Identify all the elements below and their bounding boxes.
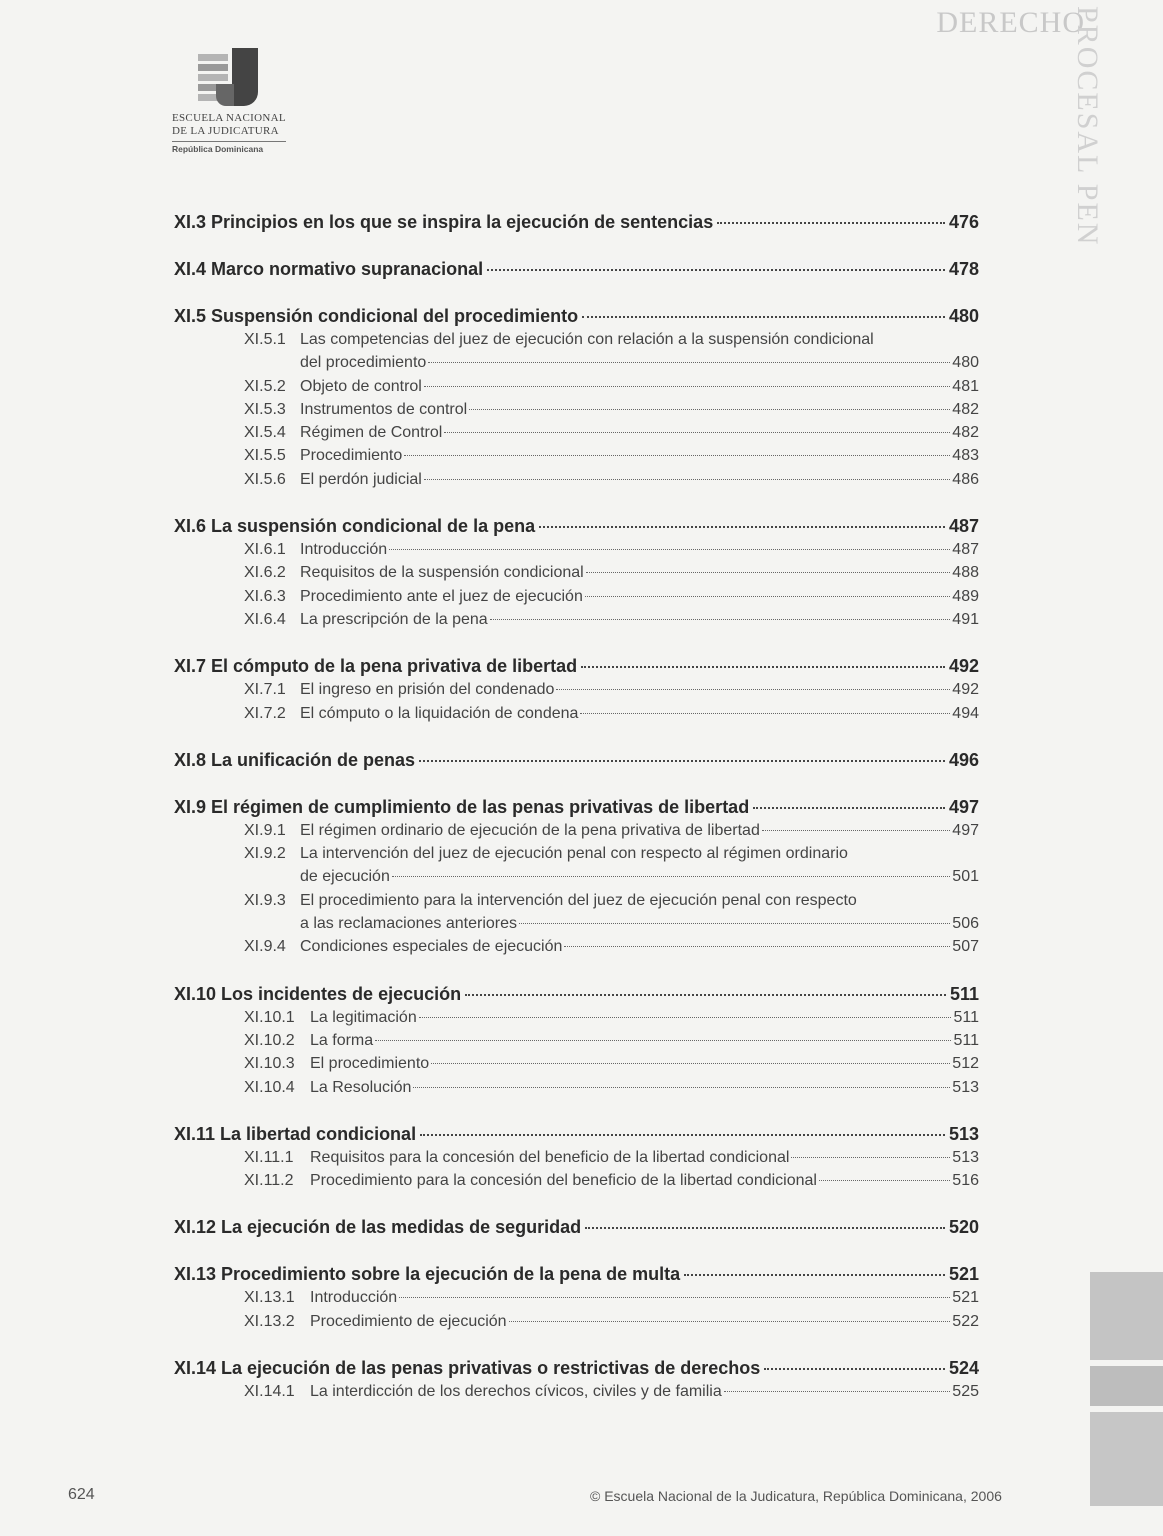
toc-entry-title: Requisitos de la suspensión condicional <box>300 564 584 582</box>
dot-leader <box>487 269 945 271</box>
toc-entry[interactable] <box>244 819 979 842</box>
toc-entry[interactable] <box>244 1052 979 1075</box>
toc-entry[interactable] <box>244 444 979 467</box>
dot-leader <box>586 572 951 573</box>
toc-entry[interactable] <box>244 1006 979 1029</box>
toc-section-label: XI.12 La ejecución de las medidas de seguridad <box>174 1217 582 1238</box>
toc-page-number: 521 <box>948 1264 979 1285</box>
dot-leader <box>585 596 950 597</box>
toc-entry-title: Procedimiento ante el juez de ejecución <box>300 587 583 605</box>
dot-leader <box>431 1063 950 1064</box>
toc-entry-number: XI.13.2 <box>244 1312 295 1330</box>
toc-page-number: 478 <box>948 259 979 279</box>
dot-leader <box>564 946 950 947</box>
toc-entry[interactable] <box>244 842 979 889</box>
toc-section-heading[interactable] <box>174 1122 979 1146</box>
toc-entry-number: XI.14.1 <box>244 1383 295 1401</box>
dot-leader <box>413 1087 950 1088</box>
toc-page-number: 489 <box>952 587 979 605</box>
toc-section <box>174 257 979 281</box>
page-number: 624 <box>68 1486 95 1503</box>
toc-page-number: 480 <box>948 306 979 326</box>
toc-page-number: 480 <box>952 354 979 372</box>
toc-section-heading[interactable] <box>174 1356 979 1380</box>
logo-mark-icon <box>198 48 288 106</box>
toc-entry[interactable] <box>244 1029 979 1052</box>
dot-leader <box>419 1017 952 1018</box>
toc-entry-number: XI.11.2 <box>244 1172 294 1190</box>
toc-entry-number: XI.5.6 <box>244 470 286 488</box>
toc-page-number: 492 <box>948 656 979 677</box>
toc-section-heading[interactable] <box>174 654 979 678</box>
dot-leader <box>762 830 950 831</box>
toc-section-label: XI.6 La suspensión condicional de la pena <box>174 516 536 537</box>
toc-entry-number: XI.10.1 <box>244 1008 295 1026</box>
toc-page-number: 481 <box>952 377 979 395</box>
toc-entry-number: XI.10.4 <box>244 1078 295 1096</box>
toc-entry[interactable] <box>244 1169 979 1192</box>
toc-entry[interactable] <box>244 561 979 584</box>
toc-page-number: 492 <box>952 681 979 699</box>
toc-entry-title: El perdón judicial <box>300 470 422 488</box>
toc-entry-title: Introducción <box>310 1289 398 1307</box>
toc-section-heading[interactable] <box>174 982 979 1006</box>
logo-line-3: República Dominicana <box>172 144 264 154</box>
table-of-contents <box>174 210 979 1426</box>
toc-entry-title: La legitimación <box>310 1008 417 1026</box>
toc-entry-title: El cómputo o la liquidación de condena <box>300 704 579 722</box>
toc-section <box>174 1356 979 1403</box>
dot-leader <box>404 455 950 456</box>
dot-leader <box>444 432 950 433</box>
toc-entry-number: XI.6.4 <box>244 610 286 628</box>
toc-entry-title: La forma <box>310 1031 374 1049</box>
toc-section <box>174 795 979 959</box>
toc-entry-title: Procedimiento de ejecución <box>310 1312 507 1330</box>
toc-entry-title: El régimen ordinario de ejecución de la pena privativa de libertad <box>300 821 760 839</box>
toc-entry-number: XI.5.5 <box>244 447 286 465</box>
toc-section <box>174 210 979 234</box>
toc-entry[interactable] <box>244 375 979 398</box>
toc-page-number: 494 <box>952 704 979 722</box>
toc-entry-number: XI.5.1 <box>244 331 286 348</box>
toc-section <box>174 748 979 772</box>
toc-page-number: 513 <box>952 1148 979 1166</box>
edge-thumb-tab <box>1090 1366 1163 1406</box>
toc-page-number: 516 <box>952 1172 979 1190</box>
dot-leader <box>392 876 950 877</box>
dot-leader <box>424 479 950 480</box>
dot-leader <box>509 1321 951 1322</box>
toc-entry-number: XI.5.2 <box>244 377 286 395</box>
dot-leader <box>490 619 951 620</box>
side-vertical-title: PROCESAL PEN <box>1071 6 1104 247</box>
dot-leader <box>582 316 945 318</box>
toc-section-heading[interactable] <box>174 257 979 281</box>
dot-leader <box>580 713 950 714</box>
toc-entry-title: Objeto de control <box>300 377 422 395</box>
toc-page-number: 501 <box>952 868 979 886</box>
toc-entry[interactable] <box>244 1310 979 1333</box>
toc-entry-number: XI.5.4 <box>244 424 286 442</box>
toc-entry-number: XI.6.1 <box>244 541 286 559</box>
toc-section <box>174 1122 979 1193</box>
toc-page-number: 506 <box>952 915 979 933</box>
dot-leader <box>724 1391 951 1392</box>
toc-page-number: 483 <box>952 447 979 465</box>
toc-entry-number: XI.10.3 <box>244 1055 295 1073</box>
toc-section-heading[interactable] <box>174 795 979 819</box>
dot-leader <box>684 1274 945 1276</box>
toc-section-heading[interactable] <box>174 1262 979 1286</box>
toc-entry[interactable] <box>244 421 979 444</box>
toc-section-heading[interactable] <box>174 1215 979 1239</box>
toc-entry-title: Requisitos para la concesión del beneficio de la libertad condicional <box>310 1148 790 1166</box>
logo-line-1: ESCUELA NACIONAL <box>172 112 286 124</box>
toc-page-number: 482 <box>952 400 979 418</box>
toc-section-label: XI.4 Marco normativo supranacional <box>174 259 484 279</box>
toc-entry-number: XI.7.1 <box>244 681 286 699</box>
toc-page-number: 511 <box>949 983 979 1004</box>
toc-entry-title-continued: del procedimiento <box>300 354 427 372</box>
toc-section <box>174 1215 979 1239</box>
toc-entry-number: XI.13.1 <box>244 1289 295 1307</box>
copyright-notice: © Escuela Nacional de la Judicatura, República Dominicana, 2006 <box>590 1488 1002 1504</box>
dot-leader <box>428 362 950 363</box>
toc-entry-title-continued: a las reclamaciones anteriores <box>300 915 517 933</box>
dot-leader <box>581 666 945 668</box>
toc-page-number: 476 <box>948 212 979 232</box>
toc-entry-number: XI.9.2 <box>244 845 286 863</box>
toc-section <box>174 982 979 1099</box>
toc-section <box>174 1262 979 1333</box>
toc-page-number: 521 <box>952 1289 979 1307</box>
toc-section <box>174 654 979 725</box>
toc-entry[interactable] <box>244 678 979 701</box>
dot-leader <box>375 1040 951 1041</box>
logo-line-2: DE LA JUDICATURA <box>172 125 279 137</box>
toc-page-number: 496 <box>948 749 979 770</box>
toc-section-label: XI.10 Los incidentes de ejecución <box>174 983 462 1004</box>
toc-entry[interactable] <box>244 935 979 958</box>
toc-entry-title: Instrumentos de control <box>300 400 468 418</box>
toc-section-heading[interactable] <box>174 514 979 538</box>
dot-leader <box>717 222 945 224</box>
toc-entry-title: Procedimiento para la concesión del beneficio de la libertad condicional <box>310 1172 817 1190</box>
dot-leader <box>519 923 950 924</box>
toc-entry[interactable] <box>244 889 979 936</box>
toc-page-number: 511 <box>953 1031 979 1049</box>
edge-thumb-tab <box>1090 1272 1163 1360</box>
dot-leader <box>819 1180 950 1181</box>
toc-entry-title: El ingreso en prisión del condenado <box>300 681 555 699</box>
toc-page-number: 524 <box>948 1358 979 1379</box>
toc-entry[interactable] <box>244 1286 979 1309</box>
toc-entry-title: Las competencias del juez de ejecución con relación a la suspensión condicional <box>300 331 874 348</box>
toc-entry-title: Introducción <box>300 541 388 559</box>
toc-entry-number: XI.7.2 <box>244 704 286 722</box>
institution-logo <box>172 48 292 154</box>
dot-leader <box>539 526 945 528</box>
toc-entry-title: La prescripción de la pena <box>300 610 488 628</box>
toc-entry-title: El procedimiento <box>310 1055 430 1073</box>
toc-page-number: 513 <box>948 1123 979 1144</box>
toc-entry-title: Régimen de Control <box>300 424 443 442</box>
dot-leader <box>753 807 945 809</box>
toc-page-number: 482 <box>952 424 979 442</box>
toc-entry[interactable] <box>244 538 979 561</box>
toc-entry-number: XI.5.3 <box>244 400 286 418</box>
toc-entry[interactable] <box>244 1380 979 1403</box>
toc-entry[interactable] <box>244 468 979 491</box>
dot-leader <box>585 1227 945 1229</box>
toc-entry[interactable] <box>244 702 979 725</box>
dot-leader <box>419 760 945 762</box>
dot-leader <box>389 549 950 550</box>
dot-leader <box>791 1157 950 1158</box>
dot-leader <box>465 994 946 996</box>
toc-entry-title: Condiciones especiales de ejecución <box>300 938 563 956</box>
toc-section-heading[interactable] <box>174 304 979 328</box>
toc-page-number: 511 <box>953 1008 979 1026</box>
toc-entry-title: La Resolución <box>310 1078 412 1096</box>
toc-entry[interactable] <box>244 1076 979 1099</box>
toc-entry-number: XI.9.3 <box>244 891 286 909</box>
toc-page-number: 525 <box>952 1383 979 1401</box>
dot-leader <box>469 409 950 410</box>
toc-entry-number: XI.10.2 <box>244 1031 295 1049</box>
toc-page-number: 497 <box>948 796 979 817</box>
toc-page-number: 520 <box>948 1217 979 1238</box>
toc-section-heading[interactable] <box>174 210 979 234</box>
dot-leader <box>556 689 950 690</box>
toc-section-heading[interactable] <box>174 748 979 772</box>
toc-section <box>174 514 979 631</box>
toc-entry[interactable] <box>244 608 979 631</box>
toc-page-number: 487 <box>952 541 979 559</box>
toc-section <box>174 304 979 491</box>
dot-leader <box>424 386 950 387</box>
toc-section-label: XI.5 Suspensión condicional del procedimiento <box>174 306 579 326</box>
toc-entry-title-continued: de ejecución <box>300 868 390 886</box>
edge-thumb-tab <box>1090 1412 1163 1506</box>
toc-page-number: 491 <box>952 610 979 628</box>
running-title: DERECHO <box>936 6 1085 39</box>
toc-entry-title: La interdicción de los derechos cívicos, civiles y de familia <box>310 1383 722 1401</box>
toc-page-number: 522 <box>952 1312 979 1330</box>
toc-entry[interactable] <box>244 328 979 375</box>
toc-entry-title: Procedimiento <box>300 447 403 465</box>
toc-page-number: 488 <box>952 564 979 582</box>
toc-entry-number: XI.9.1 <box>244 821 286 839</box>
toc-section-label: XI.3 Principios en los que se inspira la ejecución de sentencias <box>174 212 714 232</box>
toc-entry-number: XI.6.2 <box>244 564 286 582</box>
logo-divider <box>172 141 286 142</box>
toc-entry[interactable] <box>244 398 979 421</box>
toc-entry-number: XI.11.1 <box>244 1148 294 1166</box>
dot-leader <box>420 1134 945 1136</box>
toc-section-label: XI.14 La ejecución de las penas privativas o restrictivas de derechos <box>174 1358 761 1379</box>
toc-section-label: XI.7 El cómputo de la pena privativa de libertad <box>174 656 578 677</box>
toc-page-number: 497 <box>952 821 979 839</box>
toc-entry-number: XI.6.3 <box>244 587 286 605</box>
toc-section-label: XI.9 El régimen de cumplimiento de las penas privativas de libertad <box>174 796 750 817</box>
toc-entry-title: El procedimiento para la intervención del juez de ejecución penal con respecto <box>300 891 857 909</box>
toc-page-number: 487 <box>948 516 979 537</box>
toc-entry-number: XI.9.4 <box>244 938 286 956</box>
toc-section-label: XI.8 La unificación de penas <box>174 749 416 770</box>
toc-section-label: XI.11 La libertad condicional <box>174 1123 417 1144</box>
toc-page-number: 512 <box>952 1055 979 1073</box>
toc-section-label: XI.13 Procedimiento sobre la ejecución de la pena de multa <box>174 1264 681 1285</box>
toc-page-number: 513 <box>952 1078 979 1096</box>
dot-leader <box>399 1297 950 1298</box>
toc-entry[interactable] <box>244 1146 979 1169</box>
toc-page-number: 507 <box>952 938 979 956</box>
toc-entry[interactable] <box>244 585 979 608</box>
toc-page-number: 486 <box>952 470 979 488</box>
dot-leader <box>764 1368 945 1370</box>
toc-entry-title: La intervención del juez de ejecución penal con respecto al régimen ordinario <box>300 845 848 863</box>
